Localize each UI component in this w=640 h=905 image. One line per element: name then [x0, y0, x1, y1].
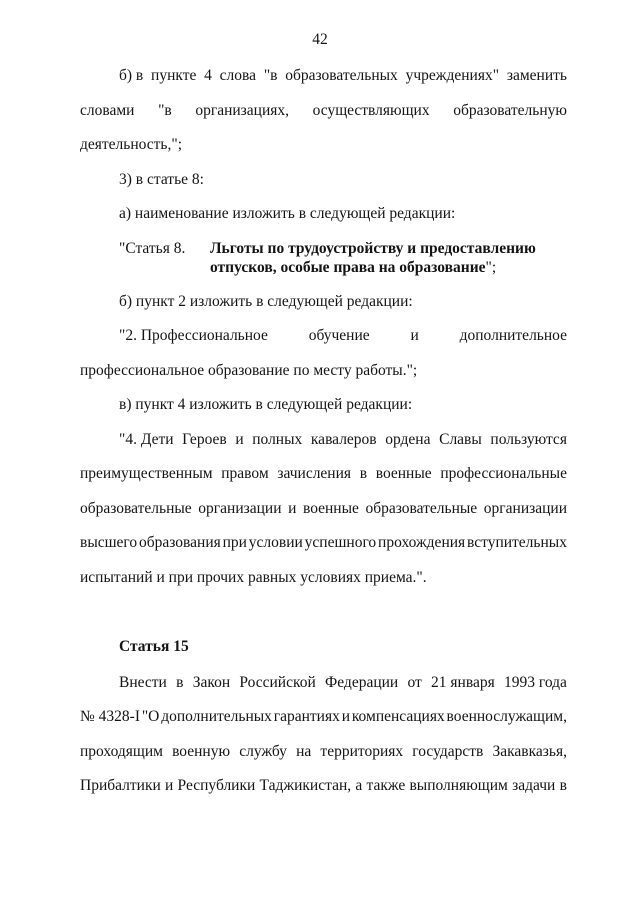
word: и	[165, 777, 174, 794]
word: пункте	[151, 67, 197, 84]
word: № 4328-I	[80, 708, 140, 725]
word: при	[222, 534, 247, 551]
word: и	[410, 327, 419, 344]
word: Таджикистан,	[259, 777, 352, 794]
word: условии	[248, 534, 303, 551]
justified-line	[80, 776, 567, 796]
word: Внести	[119, 674, 167, 691]
word: в	[176, 674, 184, 691]
word: Героев	[182, 431, 227, 448]
word: организации	[483, 500, 567, 517]
word: а	[355, 777, 363, 794]
word: образовательных	[285, 67, 398, 84]
word: высшего	[80, 534, 138, 551]
word: Славы	[439, 431, 482, 448]
word: учреждениях"	[405, 67, 500, 84]
word: в	[359, 465, 368, 482]
word: дополнительных	[161, 708, 272, 725]
word: Российской	[239, 674, 316, 691]
article-title	[210, 258, 496, 278]
word: в	[559, 777, 567, 794]
word: Прибалтики	[80, 777, 161, 794]
word: организациях,	[195, 102, 290, 119]
word: и	[288, 500, 297, 517]
word: выполняющим	[409, 777, 508, 794]
word: также	[366, 777, 406, 794]
word: территориях	[320, 743, 404, 760]
word: Федерации	[325, 674, 399, 691]
word: б) в	[119, 67, 144, 84]
word: преимущественным	[80, 465, 213, 482]
section-heading: Статья 15	[119, 638, 189, 655]
word: дополнительное	[459, 327, 567, 344]
article-title-bold: отпусков, особые права на образование	[210, 259, 486, 276]
word: ордена	[385, 431, 431, 448]
word: словами	[80, 102, 135, 119]
word: "в	[158, 102, 172, 119]
word: образовательную	[453, 102, 567, 119]
word: слова	[219, 67, 257, 84]
word: прохождения	[378, 534, 466, 551]
justified-line	[80, 464, 567, 484]
word: задачи	[512, 777, 556, 794]
text-line: деятельность,";	[80, 136, 183, 153]
justified-line	[80, 499, 567, 519]
word: образовательные	[80, 500, 192, 517]
word: кавалеров	[310, 431, 377, 448]
justified-line	[119, 673, 567, 693]
word: военные	[302, 500, 359, 517]
word: "4. Дети	[119, 431, 174, 448]
word: и	[235, 431, 244, 448]
word: военную	[172, 743, 231, 760]
word: военнослужащим,	[446, 708, 567, 725]
word: на	[296, 743, 312, 760]
word: гарантиях	[273, 708, 340, 725]
word: проходящим	[80, 743, 163, 760]
word: военные	[375, 465, 432, 482]
word: от	[407, 674, 422, 691]
word: компенсациях	[351, 708, 445, 725]
word: Республики	[177, 777, 256, 794]
word: образования	[139, 534, 221, 551]
word: пользуются	[490, 431, 567, 448]
word: успешного	[304, 534, 377, 551]
word: "в	[263, 67, 278, 84]
justified-line	[80, 742, 567, 762]
justified-line	[119, 326, 567, 346]
word: заменить	[506, 67, 567, 84]
word: правом	[221, 465, 269, 482]
word: Закон	[192, 674, 231, 691]
page-number: 42	[312, 31, 328, 48]
text-line: в) пункт 4 изложить в следующей редакции:	[119, 396, 413, 413]
justified-line	[80, 533, 567, 553]
word: "2. Профессиональное	[119, 327, 268, 344]
word: организации	[198, 500, 282, 517]
word: и	[341, 708, 350, 725]
justified-line	[119, 66, 567, 86]
text-line: б) пункт 2 изложить в следующей редакции:	[119, 293, 413, 310]
word: профессиональные	[440, 465, 567, 482]
word: образовательные	[365, 500, 478, 517]
justified-line	[80, 101, 567, 121]
word: государств	[412, 743, 484, 760]
article-label: "Статья 8.	[119, 240, 186, 257]
word: Закавказья,	[492, 743, 567, 760]
word: службу	[239, 743, 287, 760]
text-line: испытаний и при прочих равных условиях приема.".	[80, 569, 427, 586]
word: осуществляющих	[312, 102, 430, 119]
word: полных	[252, 431, 303, 448]
word: 1993 года	[503, 674, 567, 691]
text-line: 3) в статье 8:	[119, 171, 204, 188]
word: "О	[141, 708, 160, 725]
word: зачисления	[277, 465, 352, 482]
justified-line	[80, 707, 567, 727]
text-line: а) наименование изложить в следующей редакции:	[119, 205, 456, 222]
justified-line	[119, 430, 567, 450]
text-line: профессиональное образование по месту работы.";	[80, 362, 418, 379]
word: вступительных	[467, 534, 567, 551]
word: 4	[204, 67, 212, 84]
word: 21 января	[431, 674, 495, 691]
article-title: Льготы по трудоустройству и предоставлению	[210, 240, 536, 257]
quote-end: ";	[485, 259, 497, 276]
word: обучение	[308, 327, 370, 344]
